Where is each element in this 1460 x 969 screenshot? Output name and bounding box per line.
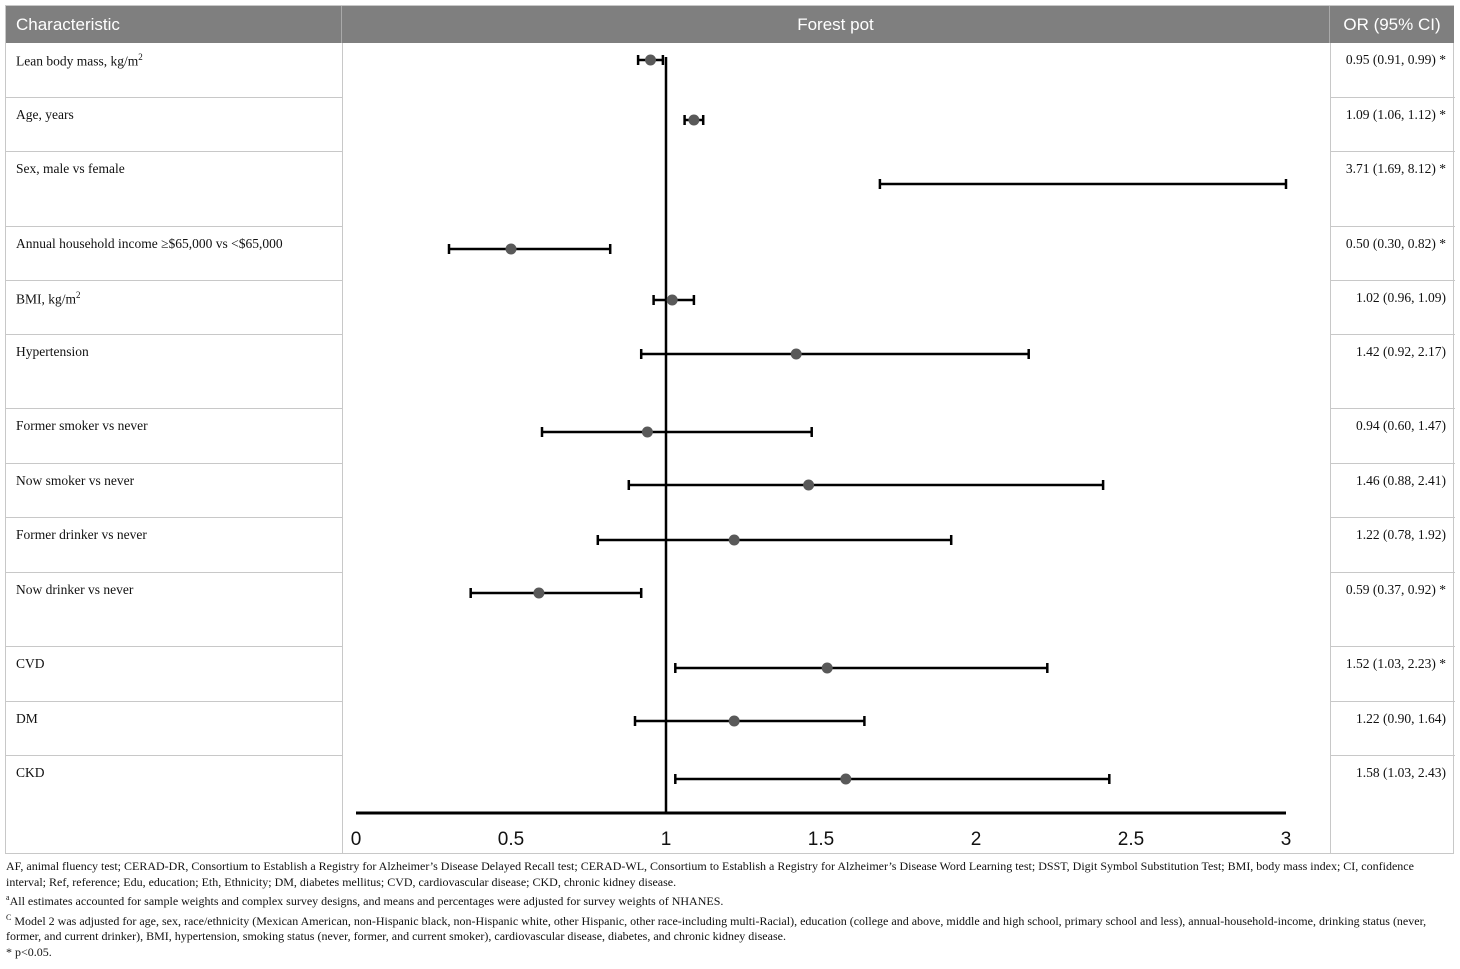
characteristic-label: CKD xyxy=(16,765,45,780)
or-row xyxy=(1331,43,1455,98)
note-a xyxy=(6,890,1454,910)
characteristic-label: CVD xyxy=(16,656,45,671)
x-tick-label: 2.5 xyxy=(1117,829,1145,850)
or-point xyxy=(533,588,544,599)
x-tick-label: 0 xyxy=(350,829,362,850)
or-row xyxy=(1331,227,1455,281)
characteristic-label: Now drinker vs never xyxy=(16,582,134,597)
or-row xyxy=(1331,335,1455,409)
or-value: 0.94 (0.60, 1.47) xyxy=(1356,418,1446,433)
or-row xyxy=(1331,702,1455,756)
characteristic-superscript: 2 xyxy=(76,290,81,300)
or-point xyxy=(688,115,699,126)
characteristic-row xyxy=(6,518,342,573)
or-row xyxy=(1331,98,1455,152)
characteristic-row xyxy=(6,98,342,152)
characteristic-label: Lean body mass, $kg/m^2$ xyxy=(16,52,143,69)
or-value: 1.42 (0.92, 2.17) xyxy=(1356,344,1446,359)
characteristic-label: BMI, $kg/m^2$ xyxy=(16,290,81,307)
or-row xyxy=(1331,756,1455,813)
note-a-mark: a xyxy=(6,893,10,902)
abbreviations-note: AF, animal fluency test; CERAD-DR, Consortium to Establish a Registry for Alzheimer’s Disease Delayed Recall test; CERAD-WL, Consortium to Establish a Registry for Alzheimer’s Disease Word Learning test; DSST, Digit Symbol Substitution Test; BMI, body mass index; CI, confidence interval; Ref, reference; Edu, education; Eth, Ethnicity; DM, diabetes mellitus; CVD, cardiovascular disease; CKD, chronic kidney disease. xyxy=(6,859,1414,889)
or-row xyxy=(1331,464,1455,518)
or-point xyxy=(803,480,814,491)
or-point xyxy=(506,244,517,255)
x-tick-label: 0.5 xyxy=(497,829,525,850)
characteristic-label: Now smoker vs never xyxy=(16,473,135,488)
characteristic-row xyxy=(6,43,342,98)
note-c-text: Model 2 was adjusted for age, sex, race/ethnicity (Mexican American, non-Hispanic black, non-Hispanic white, other Hispanic, other race-including multi-Racial), education (college and above, middle and high school, primary school and less), annual-household-income, drinking status (never, former, and current drinker), BMI, hypertension, smoking status (never, former, and current smoker), cardiovascular disease, diabetes, and chronic kidney disease. xyxy=(6,913,1427,943)
x-tick-label: 3 xyxy=(1280,829,1292,850)
characteristic-row xyxy=(6,152,342,227)
or-point xyxy=(667,295,678,306)
or-point xyxy=(645,55,656,66)
or-point xyxy=(822,663,833,674)
or-point xyxy=(729,535,740,546)
or-row xyxy=(1331,409,1455,464)
characteristic-label: Hypertension xyxy=(16,344,89,359)
or-row xyxy=(1331,647,1455,702)
characteristic-row xyxy=(6,281,342,335)
header-characteristic: Characteristic xyxy=(6,6,342,43)
characteristic-row xyxy=(6,227,342,281)
characteristic-label: Age, years xyxy=(16,107,74,122)
or-value: 1.22 (0.78, 1.92) xyxy=(1356,527,1446,542)
or-point xyxy=(729,716,740,727)
x-tick-label: 1 xyxy=(660,829,672,850)
characteristic-row xyxy=(6,647,342,702)
characteristic-label: Sex, male vs female xyxy=(16,161,125,176)
or-value: 0.50 (0.30, 0.82) * xyxy=(1345,236,1446,251)
footnotes xyxy=(6,859,1454,960)
or-value: 0.95 (0.91, 0.99) * xyxy=(1345,52,1446,67)
note-c xyxy=(6,910,1454,945)
or-row xyxy=(1331,281,1455,335)
note-p: * p<0.05. xyxy=(6,944,52,959)
characteristic-row xyxy=(6,573,342,647)
characteristic-label: Annual household income ≥$65,000 vs <$65,000 xyxy=(16,236,283,251)
or-row xyxy=(1331,152,1455,227)
note-c-mark: C xyxy=(6,912,12,922)
or-value: 1.52 (1.03, 2.23) * xyxy=(1345,656,1446,671)
characteristic-superscript: 2 xyxy=(138,52,143,62)
x-tick-label: 1.5 xyxy=(807,829,835,850)
characteristic-label: Former smoker vs never xyxy=(16,418,148,433)
or-value: 1.02 (0.96, 1.09) xyxy=(1356,290,1446,305)
or-row xyxy=(1331,518,1455,573)
characteristic-row xyxy=(6,702,342,756)
or-value: 1.09 (1.06, 1.12) * xyxy=(1345,107,1446,122)
header-or-ci: OR (95% CI) xyxy=(1330,6,1454,43)
characteristic-row xyxy=(6,335,342,409)
or-value: 1.22 (0.90, 1.64) xyxy=(1356,711,1446,726)
note-a-text: All estimates accounted for sample weights and complex survey designs, and means and percentages were adjusted for survey weights of NHANES. xyxy=(9,894,724,908)
or-value: 1.46 (0.88, 2.41) xyxy=(1356,473,1446,488)
characteristic-label: DM xyxy=(16,711,38,726)
or-value: 3.71 (1.69, 8.12) * xyxy=(1345,161,1446,176)
or-point xyxy=(642,427,653,438)
header-forest-plot: Forest pot xyxy=(342,6,1330,43)
characteristic-column xyxy=(6,43,343,853)
characteristic-row xyxy=(6,464,342,518)
characteristic-label: Former drinker vs never xyxy=(16,527,147,542)
or-point xyxy=(840,774,851,785)
characteristic-row xyxy=(6,756,342,813)
or-value: 1.58 (1.03, 2.43) xyxy=(1356,765,1446,780)
or-column xyxy=(1330,43,1455,853)
or-row xyxy=(1331,573,1455,647)
characteristic-row xyxy=(6,409,342,464)
forest-plot-area xyxy=(341,42,1324,852)
or-value: 0.59 (0.37, 0.92) * xyxy=(1345,582,1446,597)
or-point xyxy=(791,349,802,360)
x-tick-label: 2 xyxy=(970,829,982,850)
